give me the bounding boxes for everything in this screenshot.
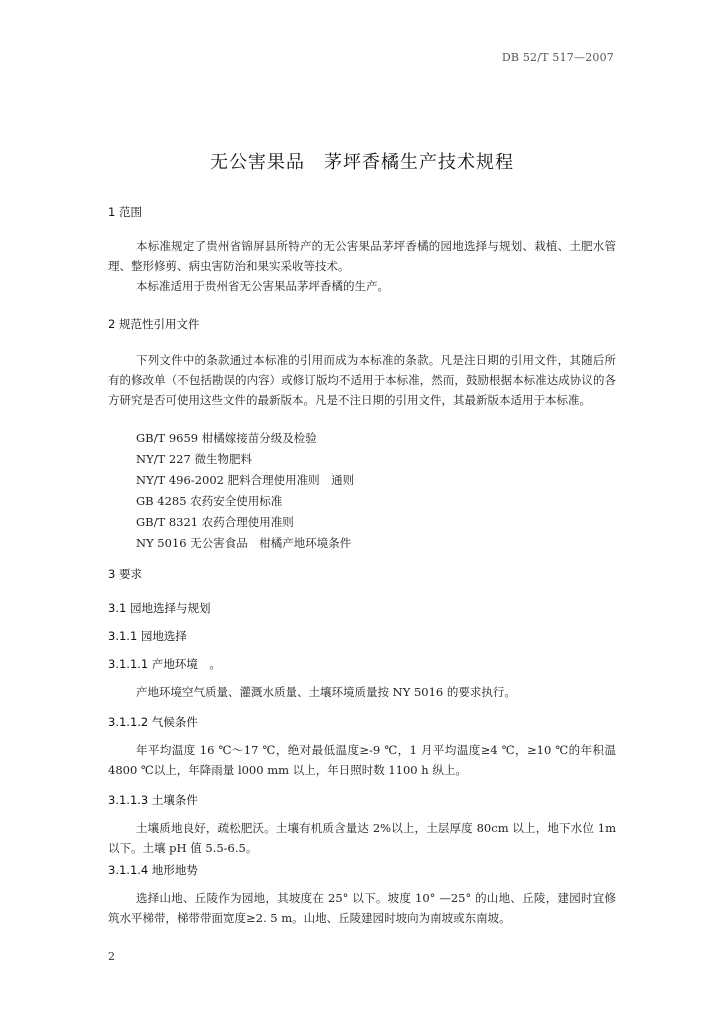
section-3-1-1-2-heading: 3.1.1.2 气候条件 <box>108 715 198 729</box>
section-3-1-1-heading: 3.1.1 园地选择 <box>108 629 187 643</box>
section-3-1-1-4-paragraph: 选择山地、丘陵作为园地，其坡度在 25° 以下。坡度 10° —25° 的山地、丘陵，建园时宜修筑水平梯带，梯带带面宽度≥2. 5 m。山地、丘陵建园时坡向为南坡或东南坡。 <box>108 891 616 925</box>
section-1-heading: 1 范围 <box>108 205 142 219</box>
section-3-1-1-3-heading: 3.1.1.3 土壤条件 <box>108 793 198 807</box>
section-3-heading: 3 要求 <box>108 567 142 581</box>
document-title: 无公害果品 茅坪香橘生产技术规程 <box>210 152 514 173</box>
section-3-1-1-3-paragraph: 土壤质地良好，疏松肥沃。土壤有机质含量达 2%以上，土层厚度 80cm 以上，地下水位 1m 以下。土壤 pH 值 5.5-6.5。 <box>108 821 616 855</box>
section-3-1-1-1-paragraph: 产地环境空气质量、灌溉水质量、土壤环境质量按 NY 5016 的要求执行。 <box>136 685 516 699</box>
reference-item: GB/T 9659 柑橘嫁接苗分级及检验 <box>136 431 317 445</box>
section-2-heading: 2 规范性引用文件 <box>108 317 200 331</box>
section-3-1-1-4-heading: 3.1.1.4 地形地势 <box>108 863 198 877</box>
reference-item: NY 5016 无公害食品 柑橘产地环境条件 <box>136 536 352 550</box>
standard-code: DB 52/T 517—2007 <box>501 51 614 64</box>
page-number: 2 <box>108 950 115 963</box>
reference-item: GB/T 8321 农药合理使用准则 <box>136 515 294 529</box>
section-2-paragraph: 下列文件中的条款通过本标准的引用而成为本标准的条款。凡是注日期的引用文件，其随后所有的修改单（不包括勘误的内容）或修订版均不适用于本标准，然而，鼓励根据本标准达成协议的各方研究是否可使用这些文件的最新版本。凡是不注日期的引用文件，其最新版本适用于本标准。 <box>108 353 616 407</box>
section-1-paragraph-1: 本标准规定了贵州省锦屏县所特产的无公害果品茅坪香橘的园地选择与规划、栽植、土肥水管理、整形修剪、病虫害防治和果实采收等技术。 <box>108 239 616 273</box>
reference-item: NY/T 227 微生物肥料 <box>136 452 252 466</box>
section-3-1-1-2-paragraph: 年平均温度 16 ℃～17 ℃，绝对最低温度≥-9 ℃，1 月平均温度≥4 ℃，≥10 ℃的年积温 4800 ℃以上，年降雨量 l000 mm 以上，年日照时数 1100 h 纵上。 <box>108 743 616 777</box>
section-1-paragraph-2: 本标准适用于贵州省无公害果品茅坪香橘的生产。 <box>136 279 389 293</box>
reference-item: GB 4285 农药安全使用标准 <box>136 494 283 508</box>
reference-item: NY/T 496-2002 肥料合理使用准则 通则 <box>136 473 355 487</box>
section-3-1-heading: 3.1 园地选择与规划 <box>108 601 211 615</box>
section-3-1-1-1-heading: 3.1.1.1 产地环境 。 <box>108 657 221 671</box>
